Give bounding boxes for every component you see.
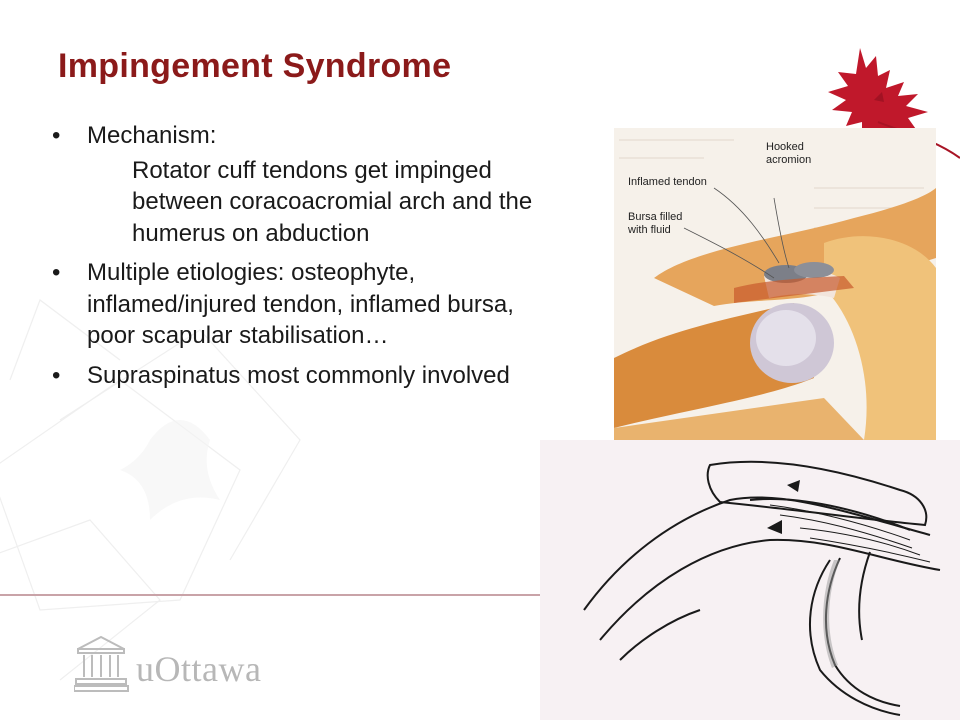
label-bursa-line1: Bursa filled: [628, 211, 683, 223]
sub-bullet-text: Rotator cuff tendons get impinged between coracoacromial arch and the humerus on abduction: [132, 156, 533, 247]
label-hooked-line1: Hooked: [766, 141, 804, 153]
bullet-mechanism: [50, 120, 540, 249]
label-inflamed-tendon: Inflamed tendon: [628, 176, 707, 188]
bullet-list: [50, 120, 540, 399]
impingement-diagram: [540, 440, 960, 720]
bullet-text: Supraspinatus most commonly involved: [87, 361, 510, 389]
shoulder-illustration: [614, 128, 936, 440]
label-hooked-line2: acromion: [766, 154, 812, 166]
bullet-dot: •: [52, 259, 61, 286]
bullet-text: Multiple etiologies: osteophyte, inflamed/injured tendon, inflamed bursa, poor scapular stabilisation…: [87, 259, 514, 349]
slide-title: Impingement Syndrome: [58, 47, 452, 85]
footer-divider: [0, 594, 540, 596]
bullet-text: Mechanism:: [87, 122, 217, 149]
impingement-line-drawing: [540, 440, 960, 720]
label-bursa-line2: with fluid: [628, 224, 671, 236]
bullet-dot: •: [52, 122, 61, 149]
bullet-supraspinatus: [50, 360, 540, 392]
bullet-dot: •: [52, 361, 61, 389]
bullet-etiologies: [50, 257, 540, 352]
shoulder-anatomy-image: [614, 128, 936, 440]
logo-text: uOttawa: [136, 649, 262, 689]
